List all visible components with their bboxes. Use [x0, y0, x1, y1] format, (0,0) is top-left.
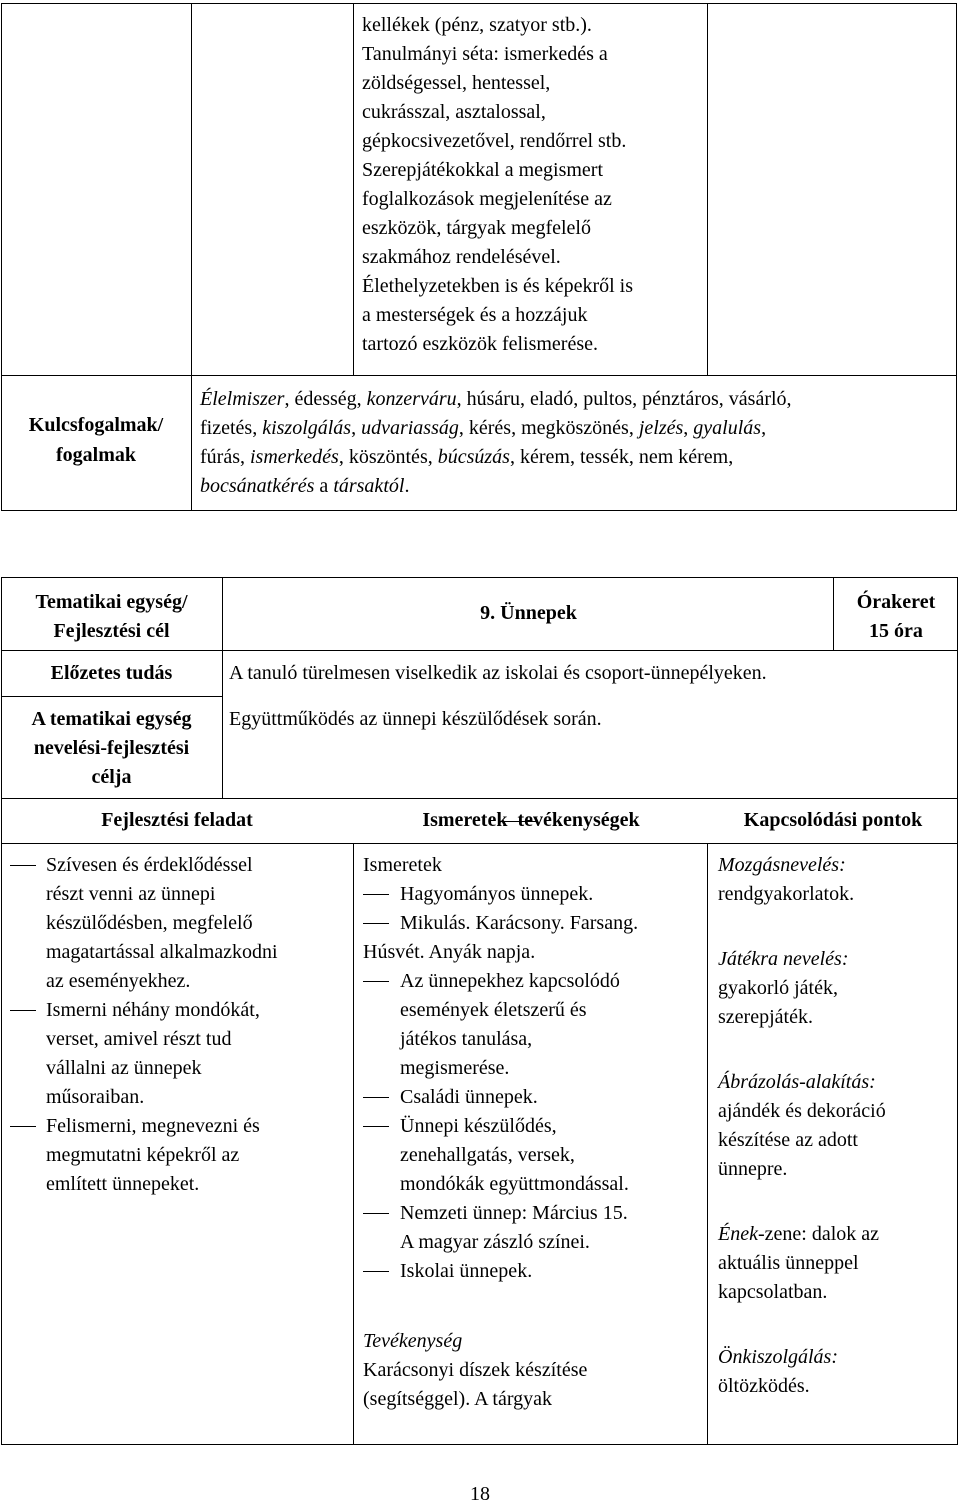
subject-title: Ének [718, 1223, 758, 1245]
kulcsfogalmak-label-line1: Kulcsfogalmak/ [28, 414, 164, 436]
tematikai-label-line1: Tematikai egység/ [35, 591, 188, 613]
text-line: gépkocsivezetővel, rendőrrel stb. [362, 130, 627, 152]
text-line: Karácsonyi díszek készítése [363, 1359, 588, 1381]
header-dash [498, 821, 537, 822]
dash-bullet [363, 981, 389, 982]
dash-bullet [363, 1126, 389, 1127]
list-item [363, 1112, 703, 1199]
kulcsfogalmak-label-line2: fogalmak [56, 444, 136, 466]
text-line: Iskolai ünnepek. [400, 1260, 533, 1282]
kulcs-line-2 [200, 414, 792, 443]
text-line: magatartással alkalmazkodni [46, 941, 278, 963]
text: fizetés, [200, 417, 263, 439]
text-line: Szerepjátékokkal a megismert [362, 159, 604, 181]
text-line: mondókák együttmondással. [400, 1173, 629, 1195]
top-table-row-line [1, 375, 957, 376]
text-line: (segítséggel). A tárgyak [363, 1388, 553, 1410]
text-line: foglalkozások megjelenítése az [362, 188, 612, 210]
kapcsolodas-enek [718, 1220, 954, 1307]
text-line: játékos tanulása, [400, 1028, 533, 1050]
dash-bullet [363, 1097, 389, 1098]
column-header-kapcsolodasi: Kapcsolódási pontok [743, 809, 923, 831]
dash-bullet [363, 923, 389, 924]
text-line: vállalni az ünnepek [46, 1057, 202, 1079]
subject-line [718, 1220, 954, 1249]
text-line: Az ünnepekhez kapcsolódó [400, 970, 620, 992]
kapcsolodas-jatek [718, 945, 954, 1032]
dash-bullet [10, 1126, 36, 1127]
text-line: Családi ünnepek. [400, 1086, 538, 1108]
list-item [363, 1083, 703, 1112]
unit-title: 9. Ünnepek [480, 602, 577, 624]
text-line: öltözködés. [718, 1375, 810, 1397]
orakeret-label: Órakeret [856, 591, 936, 613]
celja-label-line2: nevelési-fejlesztési [33, 737, 190, 759]
text-line: megmutatni képekről az [46, 1144, 240, 1166]
elozetes-text: A tanuló türelmesen viselkedik az iskolai és csoport-ünnepélyeken. [229, 662, 767, 684]
text-line: műsoraiban. [46, 1086, 145, 1108]
text: , kérem, tessék, nem kérem, [509, 446, 734, 468]
text-line: megismerése. [400, 1057, 510, 1079]
text-line: Szívesen és érdeklődéssel [46, 854, 253, 876]
text-line: Felismerni, megnevezni és [46, 1115, 260, 1137]
text-line: Mikulás. Karácsony. Farsang. [400, 912, 639, 934]
rule [833, 577, 834, 650]
text-line: zenehallgatás, versek, [400, 1144, 575, 1166]
text-line: ajándék és dekoráció [718, 1100, 886, 1122]
text-line: Élethelyzetekben is és képekről is [362, 275, 634, 297]
text-line: tartozó eszközök felismerése. [362, 333, 599, 355]
kulcs-line-4 [200, 472, 792, 501]
dash-bullet [10, 865, 36, 866]
text-line: készülődésben, megfelelő [46, 912, 253, 934]
list-item [363, 880, 703, 909]
subject-title: Önkiszolgálás: [718, 1346, 838, 1368]
text: fúrás, [200, 446, 250, 468]
subject-title: Mozgásnevelés: [718, 854, 846, 876]
text-line: Nemzeti ünnep: Március 15. [400, 1202, 628, 1224]
celja-text: Együttműködés az ünnepi készülődések során. [229, 708, 602, 730]
list-item [363, 1257, 703, 1286]
orakeret-value: 15 óra [869, 620, 923, 642]
activity-continuation [362, 11, 633, 359]
text-line: Hagyományos ünnepek. [400, 883, 594, 905]
top-table-divider-1 [191, 3, 192, 511]
text-line: aktuális ünneppel [718, 1252, 859, 1274]
column-header-ismeretek: Ismeretek tevékenységek [422, 809, 640, 831]
term: Élelmiszer [200, 388, 285, 410]
term: kiszolgálás [262, 417, 352, 439]
dash-bullet [363, 894, 389, 895]
text-line: készítése az adott [718, 1129, 858, 1151]
page-number: 18 [470, 1483, 490, 1505]
rule [707, 843, 708, 1445]
top-table-divider-3 [707, 3, 708, 375]
dash-bullet [363, 1213, 389, 1214]
term: gyalulás [693, 417, 762, 439]
text-line: A magyar zászló színei. [400, 1231, 590, 1253]
kapcsolodas-abrazolas [718, 1068, 954, 1184]
term: búcsúzás [437, 446, 510, 468]
term: ismerkedés [249, 446, 339, 468]
ismeretek-heading: Ismeretek [363, 854, 442, 876]
ismeretek-list [363, 851, 703, 1414]
rule [1, 696, 223, 697]
text-line: szakmához rendelésével. [362, 246, 561, 268]
text: , kérés, megköszönés, [458, 417, 639, 439]
text: , édesség, [284, 388, 367, 410]
text: a [314, 475, 334, 497]
text-line: gyakorló játék, [718, 977, 838, 999]
tematikai-label-line2: Fejlesztési cél [53, 620, 170, 642]
text-line: a mesterségek és a hozzájuk [362, 304, 588, 326]
list-item [363, 909, 703, 967]
text-line: verset, amivel részt tud [46, 1028, 232, 1050]
text: . [404, 475, 410, 497]
rule [1, 798, 958, 799]
dash-bullet [363, 1271, 389, 1272]
text-line: szerepjáték. [718, 1006, 813, 1028]
dash-bullet [10, 1010, 36, 1011]
term: konzerváru [366, 388, 457, 410]
rule [222, 577, 223, 798]
kulcsfogalmak-text [200, 385, 792, 501]
top-table-divider-2 [353, 3, 354, 375]
text-line: említett ünnepeket. [46, 1173, 200, 1195]
text-line: kellékek (pénz, szatyor stb.). [362, 14, 592, 36]
rule [1, 650, 958, 651]
text: , húsáru, eladó, pultos, pénztáros, vásárló, [456, 388, 792, 410]
list-item [363, 1199, 703, 1257]
text: -zene: dalok az [757, 1223, 880, 1245]
text-line: ünnepre. [718, 1158, 788, 1180]
column-header-fejlesztesi: Fejlesztési feladat [101, 809, 253, 831]
text-line: rendgyakorlatok. [718, 883, 855, 905]
text-line: Ismerni néhány mondókát, [46, 999, 260, 1021]
tevekenyseg-heading: Tevékenység [363, 1330, 463, 1352]
text: , [761, 417, 767, 439]
term: társaktól [333, 475, 405, 497]
text-line: Húsvét. Anyák napja. [363, 941, 536, 963]
rule [1, 843, 958, 844]
kulcs-line-3 [200, 443, 792, 472]
list-item [10, 851, 350, 996]
text: , [351, 417, 362, 439]
kapcsolodas-mozgas [718, 851, 954, 909]
term: jelzés [638, 417, 684, 439]
text-line: az eseményekhez. [46, 970, 191, 992]
celja-label-line3: célja [91, 766, 132, 788]
subject-title: Játékra nevelés: [718, 948, 849, 970]
text-line: részt venni az ünnepi [46, 883, 216, 905]
text-line: eszközök, tárgyak megfelelő [362, 217, 591, 239]
list-item [10, 1112, 350, 1199]
text-line: cukrásszal, asztalossal, [362, 101, 546, 123]
term: bocsánatkérés [200, 475, 315, 497]
kapcsolodasi-list [718, 851, 954, 1401]
text-line: események életszerű és [400, 999, 587, 1021]
list-item [363, 967, 703, 1083]
list-item [10, 996, 350, 1112]
text-line: Ünnepi készülődés, [400, 1115, 557, 1137]
text-line: kapcsolatban. [718, 1281, 828, 1303]
fejlesztesi-list [10, 851, 350, 1199]
rule [353, 843, 354, 1445]
subject-title: Ábrázolás-alakítás: [718, 1071, 876, 1093]
term: udvariasság [361, 417, 459, 439]
celja-label-line1: A tematikai egység [31, 708, 192, 730]
text: , [683, 417, 694, 439]
text-line: Tanulmányi séta: ismerkedés a [362, 43, 608, 65]
text-line: zöldségessel, hentessel, [362, 72, 551, 94]
text: , köszöntés, [338, 446, 438, 468]
kapcsolodas-onkiszolgalas [718, 1343, 954, 1401]
kulcs-line-1 [200, 385, 792, 414]
elozetes-label: Előzetes tudás [50, 662, 173, 684]
